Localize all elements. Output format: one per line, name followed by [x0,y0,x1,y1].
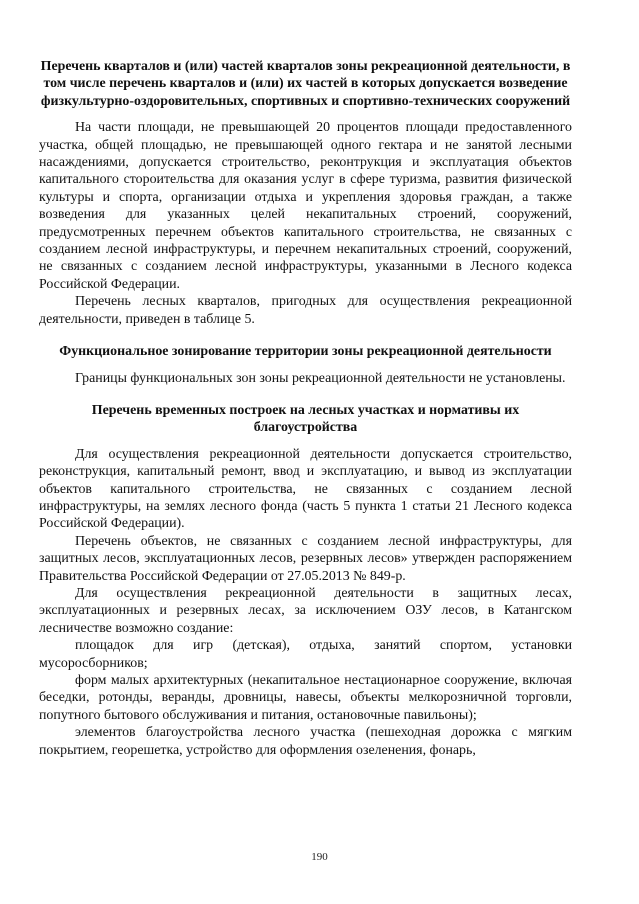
section-2-paragraph-1: Границы функциональных зон зоны рекреационной деятельности не установлены. [75,370,566,386]
section-2-heading: Функциональное зонирование территории зоны рекреационной деятельности [59,344,552,360]
section-3-paragraph-5: форм малых архитектурных (некапитальное нестационарное сооружение, включая беседки, ротонды, веранды, дровницы, навесы, объекты мелкорозничной торговли, попутного бытового обслуживания и питания, остановочные павильоны); [39,673,572,723]
section-3-paragraph-6: элементов благоустройства лесного участка (пешеходная дорожка с мягким покрытием, георешетка, устройство для оформления озеленения, фонарь, [39,725,572,758]
section-3-paragraph-4: площадок для игр (детская), отдыха, занятий спортом, установки мусоросборников; [39,638,572,671]
section-3-paragraph-3: Для осуществления рекреационной деятельности в защитных лесах, эксплуатационных и резервных лесах, за исключением ОЗУ лесов, в Катангском лесничестве возможно создание: [39,585,572,636]
section-3-paragraph-2: Перечень объектов, не связанных с созданием лесной инфраструктуры, для защитных лесов, эксплуатационных лесов, резервных лесов» утвержден распоряжением Правительства Российской Федерации от 27.05.2013 № 849-р. [39,533,572,584]
page-number: 190 [311,851,328,863]
document-page [39,58,572,759]
section-1-heading: Перечень кварталов и (или) частей кварталов зоны рекреационной деятельности, в том числе перечень кварталов и (или) их частей в которых допускается возведение физкультурно-оздоровительных, спортивных и спортивно-технических сооружений [40,59,571,109]
section-3-paragraph-1: Для осуществления рекреационной деятельности допускается строительство, реконструкция, капитальный ремонт, ввод и эксплуатацию, и вывод из эксплуатации объектов капитального строительства, не связанных с созданием лесной инфраструктуры, на землях лесного фонда (часть 5 пункта 1 статьи 21 Лесного кодекса Российской Федерации). [39,446,572,532]
section-1-paragraph-1: На части площади, не превышающей 20 процентов площади предоставленного участка, общей площадью, не превышающей одного гектара и не занятой лесными насаждениями, допускается строительство, реконтрукция и эксплуатация объектов капитального стороительства для оказания услуг в сфере туризма, развития физической культуры и спорта, организации отдыха и укрепления здоровья граждан, а также возведения для указанных целей некапитальных строений, сооружений, предусмотренных перечнем объектов капитального строительства, не связанных с созданием лесной инфраструктуры, и перечнем некапитальных строений, сооружений, не связанных с созданием лесной инфраструктуры, указанными в Лесного кодекса Российской Федерации. [39,120,572,292]
section-1-paragraph-2: Перечень лесных кварталов, пригодных для осуществления рекреационной деятельности, приведен в таблице 5. [39,294,572,327]
section-3-heading: Перечень временных построек на лесных участках и нормативы их благоустройства [91,402,520,436]
